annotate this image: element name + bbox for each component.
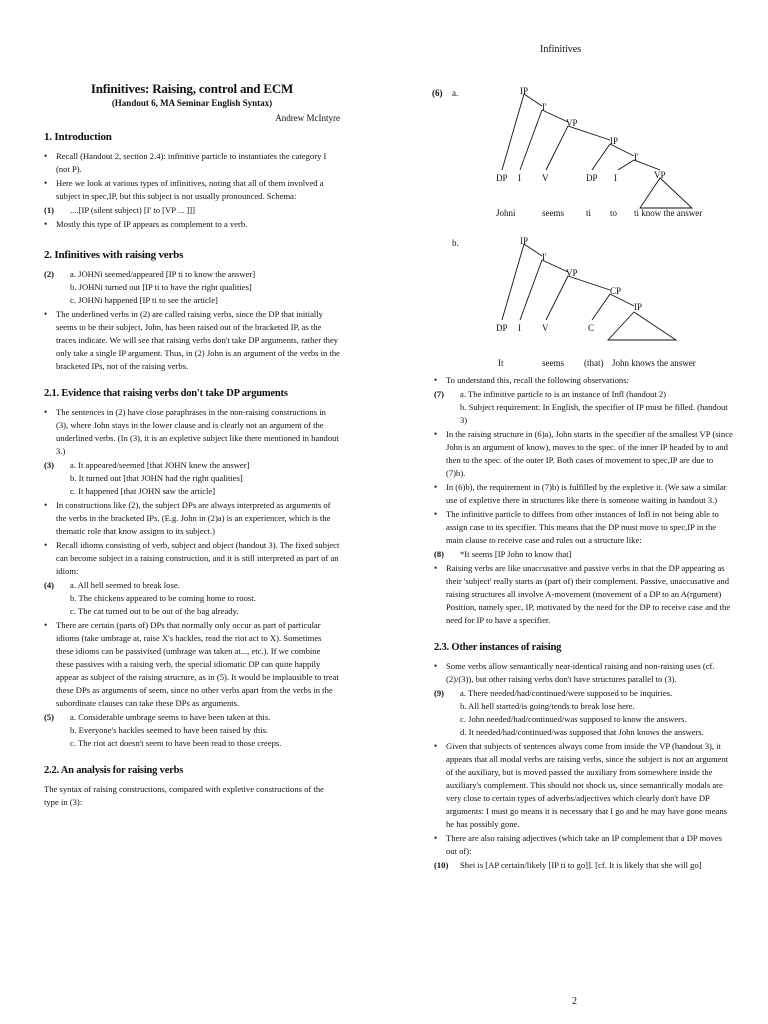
example-number: (9) bbox=[434, 688, 445, 698]
example-line: c. It happened [that JOHN saw the article] bbox=[70, 486, 216, 496]
list-item: • Recall idioms consisting of verb, subject and object (handout 3). The fixed subject can become subject in a raising construction, and it is still interpreted as part of an idiom: bbox=[44, 539, 340, 578]
node-label: VP bbox=[654, 170, 666, 180]
right-column bbox=[434, 374, 734, 873]
example-text: *It seems [IP John to know that] bbox=[460, 549, 572, 559]
node-label: V bbox=[542, 323, 549, 333]
node-label: I' bbox=[634, 152, 639, 162]
example-line: a. There needed/had/continued/were supposed to be inquiries. bbox=[460, 688, 673, 698]
node-label: VP bbox=[566, 118, 578, 128]
section-2-1-heading: 2.1. Evidence that raising verbs don't take DP arguments bbox=[44, 388, 288, 399]
node-label: V bbox=[542, 173, 549, 183]
example-line: b. The chickens appeared to be coming home to roost. bbox=[70, 593, 256, 603]
example-7 bbox=[434, 388, 734, 427]
page-title: Infinitives: Raising, control and ECM bbox=[90, 81, 294, 96]
example-line: a. Considerable umbrage seems to have been taken at this. bbox=[70, 712, 271, 722]
node-label: I bbox=[518, 173, 521, 183]
node-label: I bbox=[518, 323, 521, 333]
example-line: b. JOHNi turned out [IP ti to have the right qualities] bbox=[70, 282, 252, 292]
list-item: • In constructions like (2), the subject DPs are always interpreted as arguments of the verbs in the bracketed IPs. (E.g. John in (2)a) is an experiencer, which is the thematic role that know assigns to its subject.) bbox=[44, 499, 340, 538]
example-3 bbox=[44, 459, 340, 498]
node-label: IP bbox=[634, 302, 643, 312]
word: John knows the answer bbox=[612, 358, 696, 368]
list-item: • To understand this, recall the following observations: bbox=[434, 374, 734, 387]
word: It bbox=[498, 358, 504, 368]
node-label: VP bbox=[566, 268, 578, 278]
word: seems bbox=[542, 208, 564, 218]
list-item: • Mostly this type of IP appears as complement to a verb. bbox=[44, 218, 340, 231]
left-column bbox=[44, 82, 340, 809]
list-item: • The sentences in (2) have close paraphrases in the non-raising constructions in (3), where John stays in the lower clause and is clearly not an argument of the underlined verbs. (In (3), it is an expletive subject like there mentioned in handout 3.) bbox=[44, 406, 340, 458]
example-line: b. All hell started/is going/tends to break lose here. bbox=[460, 701, 635, 711]
word: ti bbox=[586, 208, 592, 218]
section-2-3-heading: 2.3. Other instances of raising bbox=[434, 642, 562, 653]
node-label: I' bbox=[542, 252, 547, 262]
section-1-list bbox=[44, 150, 340, 203]
example-number: (3) bbox=[44, 460, 55, 470]
subtitle: (Handout 6, MA Seminar English Syntax) bbox=[111, 98, 273, 108]
word: to bbox=[610, 208, 618, 218]
running-title: Infinitives bbox=[540, 44, 582, 55]
example-5 bbox=[44, 711, 340, 750]
example-number: (5) bbox=[44, 712, 55, 722]
list-item: • Given that subjects of sentences always come from inside the VP (handout 3), it appears that all modal verbs are raising verbs, since the subject is not an argument of the auxiliary, but is moved passed the auxiliary from somewhere inside the auxiliary's complement. This should not shock us, since semantically modals are very close to certain types of adverbs/adjectives which clearly don't have DP arguments: I must go means it is necessary that I go and he may have gone means he has possibly gone. bbox=[434, 740, 734, 831]
example-line: b. Subject requirement: In English, the specifier of IP must be filled. (handout 3) bbox=[460, 402, 728, 425]
node-label: C bbox=[588, 323, 595, 333]
example-line: c. John needed/had/continued/was supposed to know the answers. bbox=[460, 714, 687, 724]
example-line: a. The infinitive particle to is an instance of Infl (handout 2) bbox=[460, 389, 667, 399]
word: Johni bbox=[496, 208, 516, 218]
node-label: I' bbox=[542, 102, 547, 112]
list-item: • The underlined verbs in (2) are called raising verbs, since the DP that initially seems to be their subject, John, has been raised out of the bracketed IP, as the traces indicate. We will see that raising verbs don't take DP arguments, rather they only take a single IP argument. Thus, in (2) John is an argument of the verbs in the bracketed IPs, not of the raising verbs. bbox=[44, 308, 340, 373]
example-10 bbox=[434, 859, 734, 872]
node-label: DP bbox=[586, 173, 598, 183]
word: ti know the answer bbox=[634, 208, 703, 218]
example-2 bbox=[44, 268, 340, 307]
example-number: (4) bbox=[44, 580, 55, 590]
author: Andrew McIntyre bbox=[275, 113, 340, 123]
word: (that) bbox=[584, 358, 604, 368]
page-number: 2 bbox=[572, 996, 577, 1007]
paragraph: The syntax of raising constructions, compared with expletive constructions of the type in (3): bbox=[44, 784, 324, 807]
example-4 bbox=[44, 579, 340, 618]
node-label: CP bbox=[610, 286, 622, 296]
section-2-heading: 2. Infinitives with raising verbs bbox=[44, 249, 184, 261]
tree-6a bbox=[480, 84, 720, 224]
tree-6b bbox=[480, 234, 720, 374]
example-label: a. bbox=[452, 88, 459, 98]
list-item: • In the raising structure in (6)a), John starts in the specifier of the smallest VP (since John is an argument of know), moves to the spec. of the inner IP headed by to and then to the spec. of the outer IP. Both cases of movement to spec,IP are due to (7)b). bbox=[434, 428, 734, 480]
node-label: IP bbox=[520, 86, 529, 96]
list-item: • There are certain (parts of) DPs that normally only occur as part of particular idioms (take umbrage at, raise X's hackles, read the riot act to X). Sometimes these idioms can be passivised (umbrage was taken at..., etc.). If we combine these passives with a raising verb, the special idiomatic DP can quite happily appear as subject of the raising structure, as in (5). It would be implausible to treat these DPs as arguments of seem, since no other verbs apart from the verbs in the subordinate clauses can take these DPs as arguments. bbox=[44, 619, 340, 710]
node-label: DP bbox=[496, 323, 508, 333]
section-2-2-heading: 2.2. An analysis for raising verbs bbox=[44, 765, 184, 776]
node-label: DP bbox=[496, 173, 508, 183]
list-item: • Here we look at various types of infinitives, noting that all of them involved a subject in spec,IP, but this subject is not usually pronounced. Schema: bbox=[44, 177, 340, 203]
example-line: d. It needed/had/continued/was supposed that John knows the answers. bbox=[460, 727, 704, 737]
example-line: c. The cat turned out to be out of the bag already. bbox=[70, 606, 239, 616]
list-item: • In (6)b), the requirement in (7)b) is fulfilled by the expletive it. (We saw a similar use of expletive there in structures like there is someone waiting in handout 3.) bbox=[434, 481, 734, 507]
list-item: • Recall (Handout 2, section 2.4): infinitive particle to instantiates the category I (not P). bbox=[44, 150, 340, 176]
example-9 bbox=[434, 687, 734, 739]
example-line: a. All hell seemed to break lose. bbox=[70, 580, 180, 590]
example-number: (6) bbox=[432, 88, 443, 98]
example-line: a. It appeared/seemed [that JOHN knew the answer] bbox=[70, 460, 250, 470]
example-line: b. Everyone's hackles seemed to have been raised by this. bbox=[70, 725, 268, 735]
section-1-heading: 1. Introduction bbox=[44, 131, 112, 143]
example-8 bbox=[434, 548, 734, 561]
word: seems bbox=[542, 358, 564, 368]
example-1 bbox=[44, 204, 340, 217]
node-label: IP bbox=[610, 136, 619, 146]
example-number: (10) bbox=[434, 860, 449, 870]
example-line: b. It turned out [that JOHN had the right qualities] bbox=[70, 473, 243, 483]
example-line: c. The riot act doesn't seem to have been read to those creeps. bbox=[70, 738, 282, 748]
example-number: (2) bbox=[44, 269, 55, 279]
node-label: I bbox=[614, 173, 617, 183]
example-number: (7) bbox=[434, 389, 445, 399]
list-item: • The infinitive particle to differs from other instances of Infl in not being able to assign case to its specifier. This means that the DP must move to spec,IP in the main clause to receive case and rules out a structure like: bbox=[434, 508, 734, 547]
list-item: • There are also raising adjectives (which take an IP complement that a DP moves out of): bbox=[434, 832, 734, 858]
example-number: (1) bbox=[44, 205, 55, 215]
example-text: Shei is [AP certain/likely [IP ti to go]]. [cf. It is likely that she will go] bbox=[460, 860, 702, 870]
example-label: b. bbox=[452, 238, 459, 248]
list-item: • Some verbs allow semantically near-identical raising and non-raising uses (cf. (2)/(3)), but other raising verbs don't have structures parallel to (3). bbox=[434, 660, 734, 686]
node-label: IP bbox=[520, 236, 529, 246]
example-line: a. JOHNi seemed/appeared [IP ti to know the answer] bbox=[70, 269, 256, 279]
list-item: • Raising verbs are like unaccusative and passive verbs in that the DP appearing as their 'subject' really starts as (part of) their complement. Passive, unaccusative and raising structures all involve A-movement (movement of a DP to an A(rgument) Position, namely spec, IP, motivated by the need for the DP to receive case and the need for IP to have a specifier. bbox=[434, 562, 734, 627]
example-number: (8) bbox=[434, 549, 445, 559]
example-line: c. JOHNi happened [IP ti to see the article] bbox=[70, 295, 218, 305]
example-text: ....[IP (silent subject) [I' to [VP ... ]]] bbox=[70, 205, 196, 215]
